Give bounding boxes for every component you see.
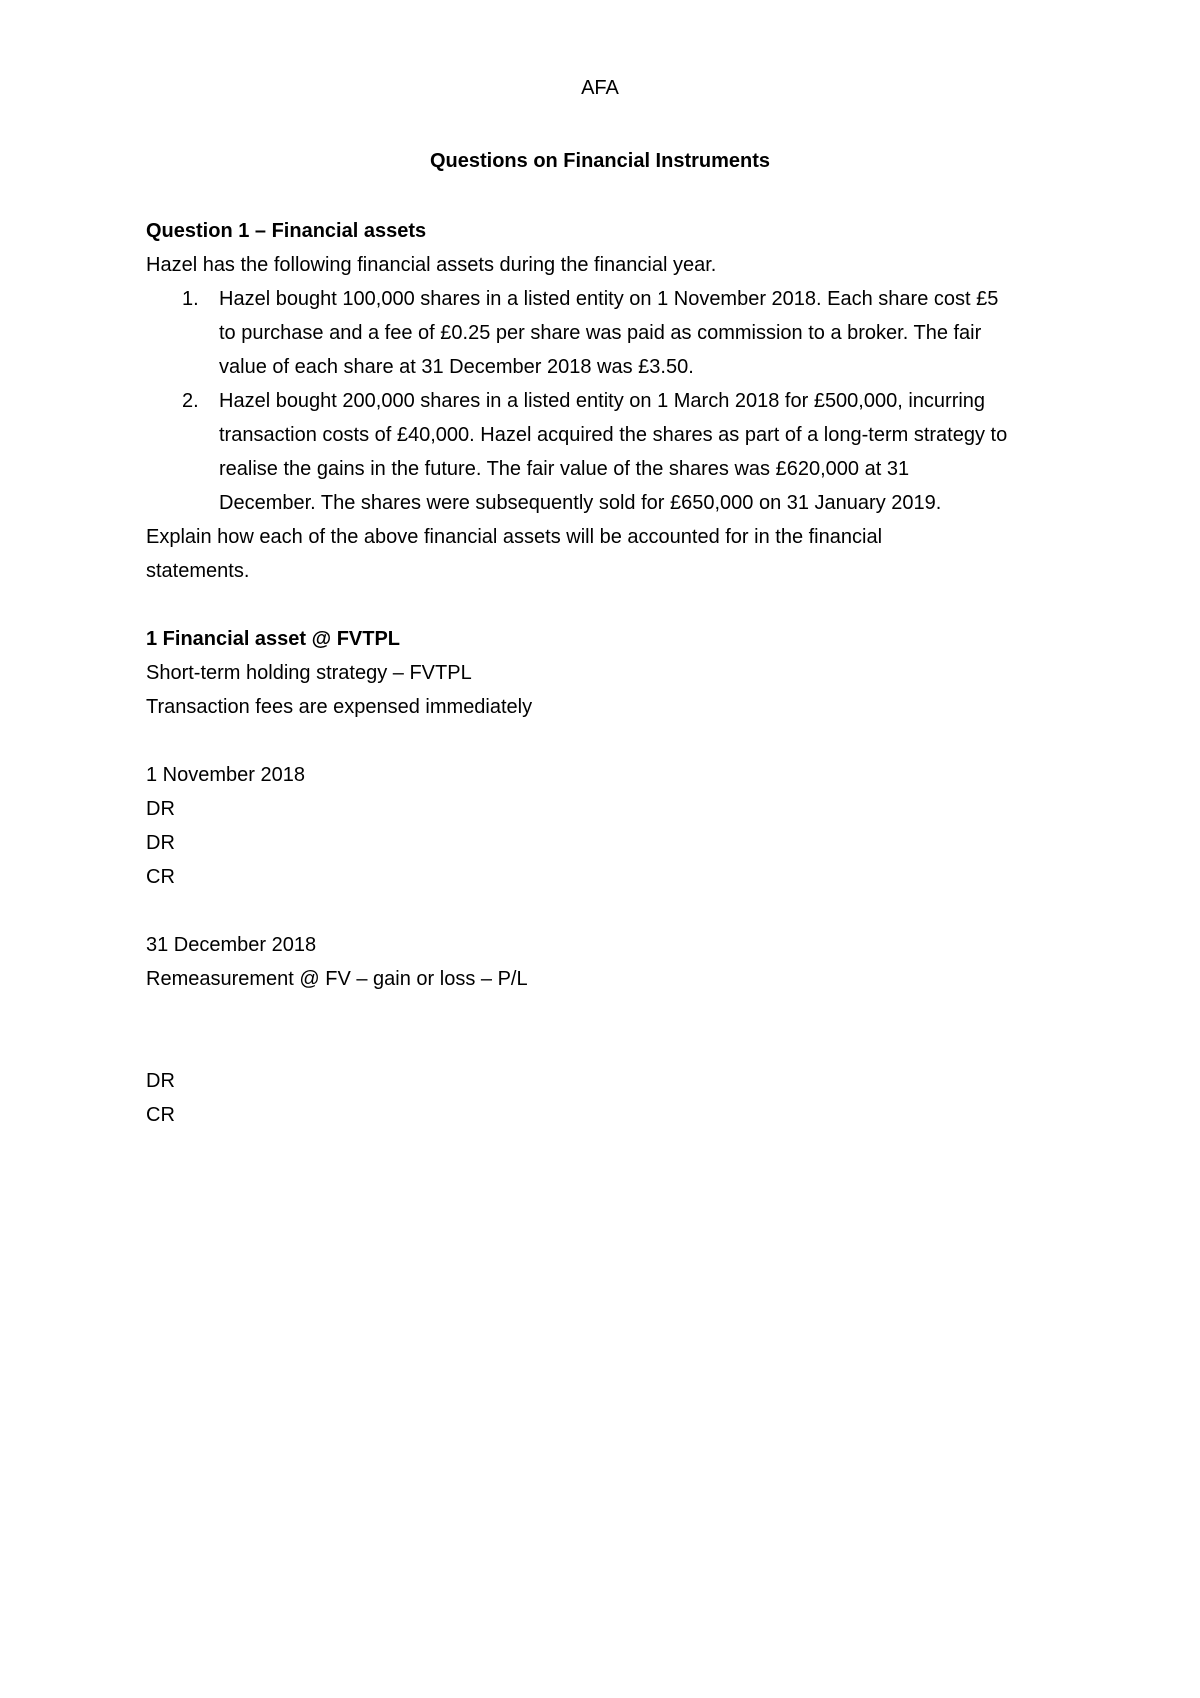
entry1-date: 1 November 2018	[146, 764, 305, 786]
question-items-list	[146, 282, 1066, 520]
list-item	[146, 384, 1009, 520]
spacer	[146, 1030, 1066, 1064]
entry2-date: 31 December 2018	[146, 934, 317, 956]
question-instruction: Explain how each of the above financial assets will be accounted for in the financial statements.	[146, 526, 883, 582]
list-item-text: Hazel bought 200,000 shares in a listed entity on 1 March 2018 for £500,000, incurring transaction costs of £40,000. Hazel acquired the shares as part of a long-term strategy to realise the gains in the future. The fair value of the shares was £620,000 at 31 December. The shares were subsequently sold for £650,000 on 31 January 2019.	[219, 390, 1008, 514]
list-item-text: Hazel bought 100,000 shares in a listed entity on 1 November 2018. Each share cost £5 to purchase and a fee of £0.25 per share was paid as commission to a broker. The fair value of each share at 31 December 2018 was £3.50.	[219, 288, 999, 378]
spacer	[146, 996, 1066, 1030]
page-header: AFA	[581, 77, 619, 99]
spacer	[146, 588, 1066, 622]
answer-heading: 1 Financial asset @ FVTPL	[146, 628, 401, 650]
entry1-line: DR	[146, 798, 175, 820]
list-item-number: 1.	[182, 288, 199, 310]
list-item-number: 2.	[182, 390, 199, 412]
list-item	[146, 282, 1009, 384]
entry1-line: DR	[146, 832, 175, 854]
entry2-line: DR	[146, 1070, 175, 1092]
answer-line-fees: Transaction fees are expensed immediately	[146, 696, 533, 718]
document-body	[146, 214, 1066, 1132]
spacer	[146, 894, 1066, 928]
entry2-note: Remeasurement @ FV – gain or loss – P/L	[146, 968, 528, 990]
question-heading: Question 1 – Financial assets	[146, 220, 427, 242]
entry2-line: CR	[146, 1104, 175, 1126]
spacer	[146, 724, 1066, 758]
question-intro: Hazel has the following financial assets during the financial year.	[146, 254, 717, 276]
document-title: Questions on Financial Instruments	[429, 150, 771, 172]
answer-line-strategy: Short-term holding strategy – FVTPL	[146, 662, 472, 684]
entry1-line: CR	[146, 866, 175, 888]
